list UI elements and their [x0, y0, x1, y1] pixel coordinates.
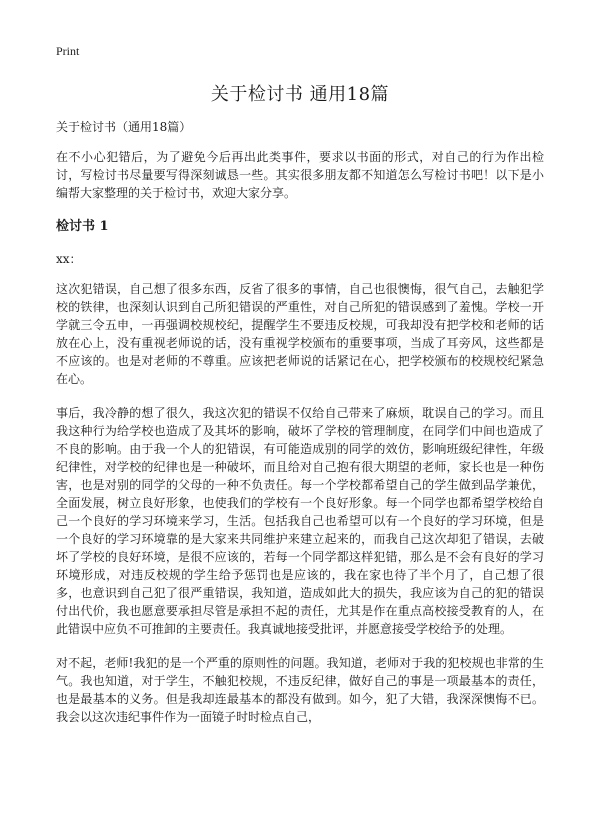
body-paragraph-1: 这次犯错误，自己想了很多东西，反省了很多的事情，自己也很懊悔，很气自己，去触犯学校的铁律，也深刻认识到自己所犯错误的严重性，对自己所犯的错误感到了羞愧。学校一开学就三令五申，一再强调校规校纪，提醒学生不要违反校规，可我却没有把学校和老师的话放在心上，没有重视老师说的话，没有重视学校颁布的重要事项，当成了耳旁风，这些都是不应该的。也是对老师的不尊重。应该把老师说的话紧记在心，把学校颁布的校规校纪紧急在心。	[56, 282, 544, 386]
body-paragraph-3: 对不起，老师!我犯的是一个严重的原则性的问题。我知道，老师对于我的犯校规也非常的生气。我也知道，对于学生，不触犯校规，不违反纪律，做好自己的事是一项最基本的责任，也是最基本的义务。但是我却连最基本的都没有做到。如今，犯了大错，我深深懊悔不已。我会以这次违纪事件作为一面镜子时时检点自己，	[56, 656, 544, 724]
body-paragraph-2: 事后，我冷静的想了很久，我这次犯的错误不仅给自己带来了麻烦，耽误自己的学习。而且我这种行为给学校也造成了及其坏的影响，破坏了学校的管理制度，在同学们中间也造成了不良的影响。由于我一个人的犯错误，有可能造成别的同学的效仿，影响班级纪律性，年级纪律性，对学校的纪律也是一种破坏，而且给对自己抱有很大期望的老师，家长也是一种伤害，也是对别的同学的父母的一种不负责任。每一个学校都希望自己的学生做到品学兼优，全面发展，树立良好形象，也使我们的学校有一个良好形象。每一个同学也都希望学校给自己一个良好的学习环境来学习，生活。包括我自己也希望可以有一个良好的学习环境，但是一个良好的学习环境靠的是大家来共同维护来建立起来的，而我自己这次却犯了错误，去破坏了学校的良好环境，是很不应该的，若每一个同学都这样犯错，那么是不会有良好的学习环境形成，对违反校规的学生给予惩罚也是应该的，我在家也待了半个月了，自己想了很多，也意识到自己犯了很严重错误，我知道，造成如此大的损失，我应该为自己的犯的错误付出代价，我也愿意要承担尽管是承担不起的责任，尤其是作在重点高校接受教育的人，在此错误中应负不可推卸的主要责任。我真诚地接受批评，并愿意接受学校给予的处理。	[56, 406, 544, 636]
print-link[interactable]: Print	[56, 44, 80, 58]
salutation: xx：	[56, 252, 82, 266]
document-body	[56, 118, 544, 742]
page-title: 关于检讨书 通用18篇	[210, 84, 390, 105]
section-heading: 检讨书 1	[56, 219, 109, 234]
document-subtitle: 关于检讨书（通用18篇）	[56, 120, 192, 134]
intro-paragraph: 在不小心犯错后，为了避免今后再出此类事件，要求以书面的形式，对自己的行为作出检讨，写检讨书尽量要写得深刻诚恳一些。其实很多朋友都不知道怎么写检讨书吧！以下是小编帮大家整理的关于检讨书，欢迎大家分享。	[56, 150, 544, 200]
